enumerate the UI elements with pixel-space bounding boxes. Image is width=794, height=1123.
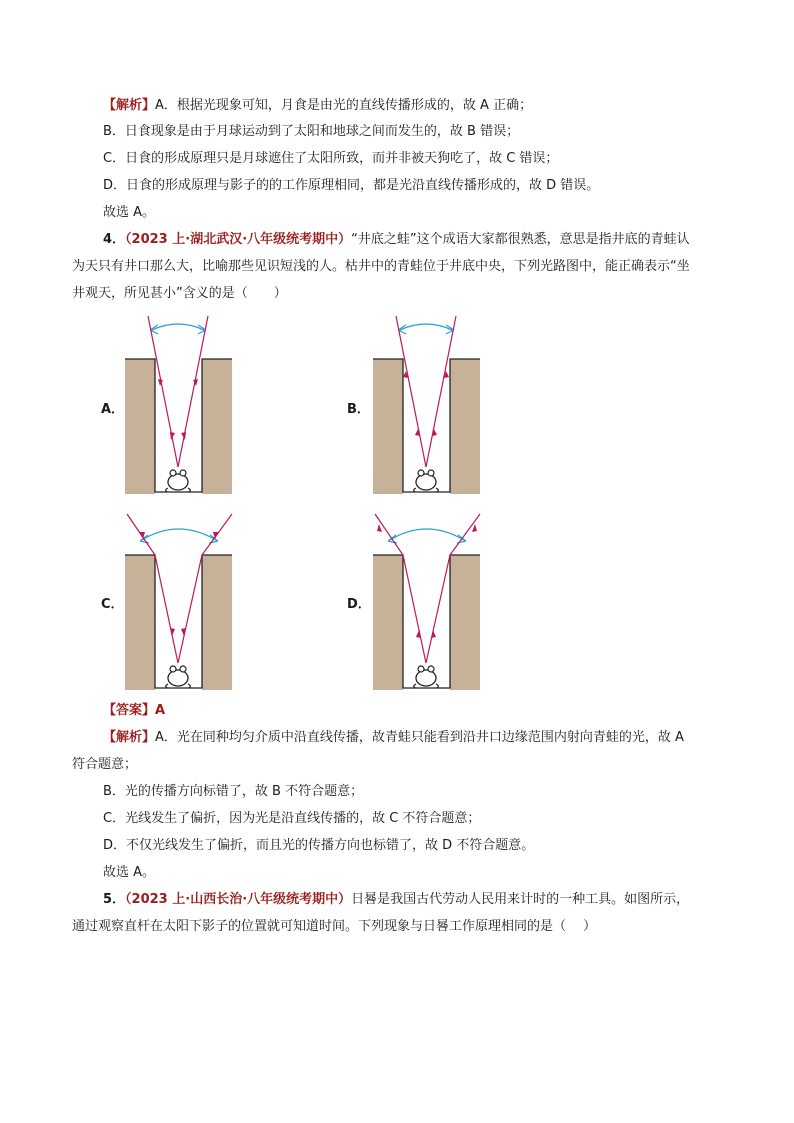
- q5-number: 5．: [103, 892, 126, 907]
- frog-icon: [166, 470, 191, 492]
- frog-icon: [414, 666, 439, 688]
- figure-b: [368, 312, 483, 497]
- q4-analysis-c: C．光线发生了偏折，因为光是沿直线传播的，故 C 不符合题意；: [103, 811, 481, 826]
- analysis-text: A．根据光现象可知，月食是由光的直线传播形成的，故 A 正确；: [155, 98, 533, 113]
- q4-analysis-d: D．不仅光线发生了偏折，而且光的传播方向也标错了，故 D 不符合题意。: [103, 838, 535, 853]
- q4-analysis-b: B．光的传播方向标错了，故 B 不符合题意；: [103, 784, 364, 799]
- option-b-label: B．: [347, 402, 370, 417]
- q5-line-2: 通过观察直杆在太阳下影子的位置就可知道时间。下列现象与日晷工作原理相同的是（ ）: [72, 919, 597, 934]
- analysis-line-c: C．日食的形成原理只是月球遮住了太阳所致，而并非被天狗吃了，故 C 错误；: [103, 151, 559, 166]
- q4-analysis-a2: 符合题意；: [72, 757, 138, 772]
- option-a-label: A．: [101, 402, 125, 417]
- figure-a: [120, 312, 235, 497]
- analysis-tag: 【解析】: [103, 730, 156, 745]
- q5-line-1: [103, 891, 689, 909]
- analysis-line-d: D．日食的形成原理与影子的的工作原理相同，都是光沿直线传播形成的，故 D 错误。: [103, 178, 600, 193]
- option-c-label: C．: [101, 597, 124, 612]
- frog-icon: [166, 666, 191, 688]
- q4-number: 4．: [103, 232, 126, 247]
- frog-icon: [414, 470, 439, 492]
- analysis-choose: 故选 A。: [103, 205, 156, 220]
- figure-d: [368, 508, 493, 693]
- q4-line-3: 井观天，所见甚小”含义的是（ ）: [72, 286, 287, 301]
- option-d-label: D．: [347, 597, 371, 612]
- analysis-tag: 【解析】: [103, 98, 156, 113]
- q4-analysis-a1: [103, 729, 684, 747]
- well-wall-left: [125, 359, 155, 494]
- q4-answer: [103, 702, 165, 720]
- figure-c: [120, 508, 245, 693]
- view-angle-arc: [152, 324, 204, 330]
- answer-value: A: [155, 703, 166, 718]
- q4-line-2: 为天只有井口那么大，比喻那些见识短浅的人。枯井中的青蛙位于井底中央，下列光路图中，能正确表示“坐: [72, 259, 690, 274]
- answer-tag: 【答案】: [103, 703, 156, 718]
- well-wall-right: [202, 359, 232, 494]
- q4-choose: 故选 A。: [103, 865, 156, 880]
- analysis-line-a: [103, 97, 532, 115]
- q4-source: （2023 上·湖北武汉·八年级统考期中）: [125, 232, 352, 247]
- q5-source: （2023 上·山西长治·八年级统考期中）: [125, 892, 352, 907]
- q4-text-1: “井底之蛙”这个成语大家都很熟悉，意思是指井底的青蛙认: [351, 232, 690, 247]
- analysis-text: A．光在同种均匀介质中沿直线传播，故青蛙只能看到沿井口边缘范围内射向青蛙的光，故 A: [155, 730, 684, 745]
- q4-line-1: [103, 231, 690, 249]
- analysis-line-b: B．日食现象是由于月球运动到了太阳和地球之间而发生的，故 B 错误；: [103, 124, 520, 139]
- q5-text-1: 日晷是我国古代劳动人民用来计时的一种工具。如图所示，: [351, 892, 690, 907]
